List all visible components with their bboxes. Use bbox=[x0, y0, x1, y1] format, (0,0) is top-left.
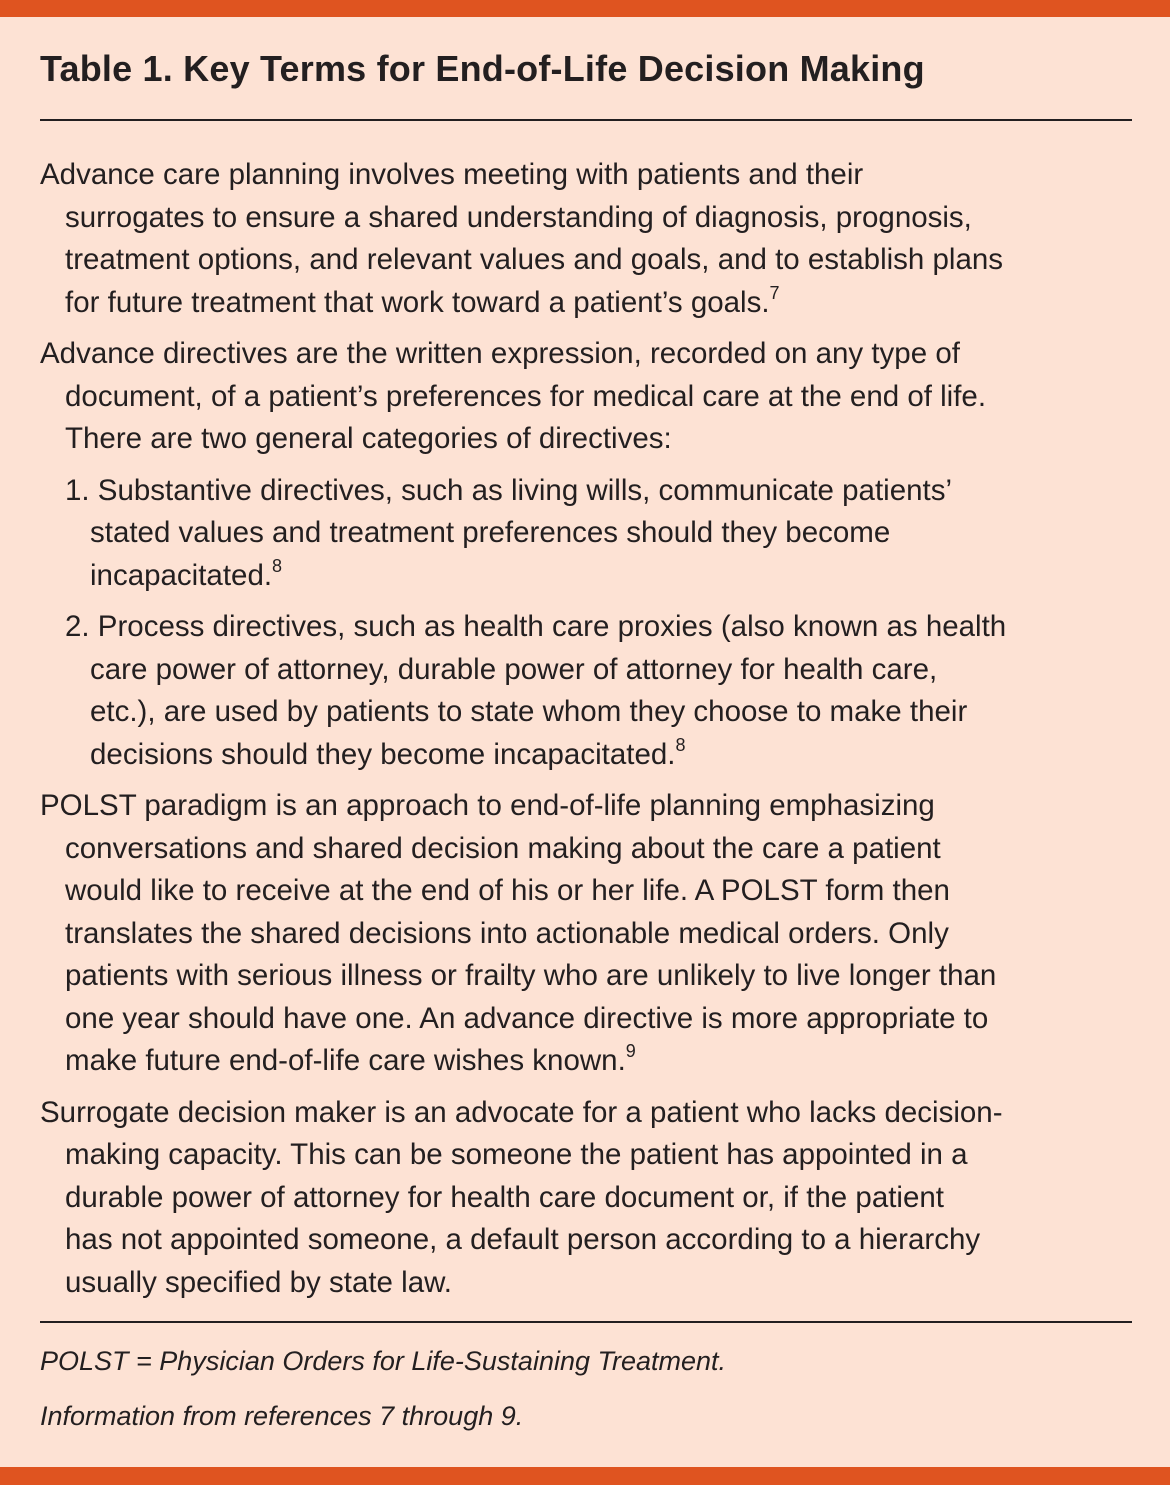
text-line: patients with serious illness or frailty who are unlikely to live longer than bbox=[65, 959, 997, 992]
text-line: surrogates to ensure a shared understanding of diagnosis, prognosis, bbox=[65, 200, 972, 234]
terms-list bbox=[40, 154, 1140, 1313]
text-line: Surrogate decision maker is an advocate for a patient who lacks decision- bbox=[40, 1095, 1003, 1129]
title-divider bbox=[40, 119, 1132, 121]
text-line: treatment options, and relevant values and goals, and to establish plans bbox=[65, 243, 1004, 276]
text-line: conversations and shared decision making about the care a patient bbox=[65, 831, 941, 865]
text-line: making capacity. This can be someone the patient has appointed in a bbox=[65, 1138, 968, 1171]
text-line: translates the shared decisions into actionable medical orders. Only bbox=[65, 916, 949, 950]
bottom-accent-bar bbox=[0, 1467, 1170, 1485]
text-line: 2. Process directives, such as health care proxies (also known as health bbox=[65, 610, 1007, 643]
text-line: has not appointed someone, a default person according to a hierarchy bbox=[65, 1223, 981, 1256]
reference-superscript: 8 bbox=[675, 734, 686, 755]
reference-superscript: 8 bbox=[272, 555, 283, 576]
text-line: POLST paradigm is an approach to end-of-life planning emphasizing bbox=[40, 789, 935, 822]
footer-divider bbox=[40, 1321, 1132, 1323]
text-line: usually specified by state law. bbox=[65, 1265, 452, 1299]
text-line: document, of a patient’s preferences for medical care at the end of life. bbox=[65, 379, 987, 413]
text-line: etc.), are used by patients to state whom they choose to make their bbox=[90, 695, 968, 728]
term-polst-paradigm bbox=[40, 785, 1140, 1083]
text-line: care power of attorney, durable power of attorney for health care, bbox=[90, 652, 938, 686]
reference-superscript: 7 bbox=[769, 282, 780, 303]
term-surrogate-decision-maker bbox=[40, 1092, 1140, 1305]
text-line: 1. Substantive directives, such as living wills, communicate patients’ bbox=[65, 473, 953, 507]
text-line: would like to receive at the end of his or her life. A POLST form then bbox=[65, 874, 950, 907]
text-line: Advance directives are the written expression, recorded on any type of bbox=[40, 337, 960, 370]
text-line: for future treatment that work toward a patient’s goals.$^7$ bbox=[65, 282, 780, 319]
text-line: make future end-of-life care wishes known.$^9$ bbox=[65, 1041, 636, 1077]
source-note: Information from references 7 through 9. bbox=[40, 1401, 524, 1431]
directive-type-process bbox=[40, 606, 1140, 776]
text-line: one year should have one. An advance directive is more appropriate to bbox=[65, 1001, 989, 1035]
text-line: stated values and treatment preferences should they become bbox=[90, 516, 891, 549]
reference-superscript: 9 bbox=[625, 1041, 636, 1062]
text-line: durable power of attorney for health care document or, if the patient bbox=[65, 1180, 944, 1214]
top-accent-bar bbox=[0, 0, 1170, 17]
directive-type-substantive bbox=[40, 470, 1140, 598]
text-line: decisions should they become incapacitated.$^8$ bbox=[90, 734, 686, 771]
term-advance-directives bbox=[40, 333, 1140, 461]
text-line: incapacitated.$^8$ bbox=[90, 555, 283, 592]
term-advance-care-planning bbox=[40, 154, 1140, 324]
table-title: Table 1. Key Terms for End-of-Life Decision Making bbox=[40, 48, 925, 89]
text-line: Advance care planning involves meeting with patients and their bbox=[40, 158, 864, 191]
abbreviation-note: POLST = Physician Orders for Life-Sustaining Treatment. bbox=[40, 1346, 727, 1376]
text-line: There are two general categories of directives: bbox=[65, 422, 672, 455]
